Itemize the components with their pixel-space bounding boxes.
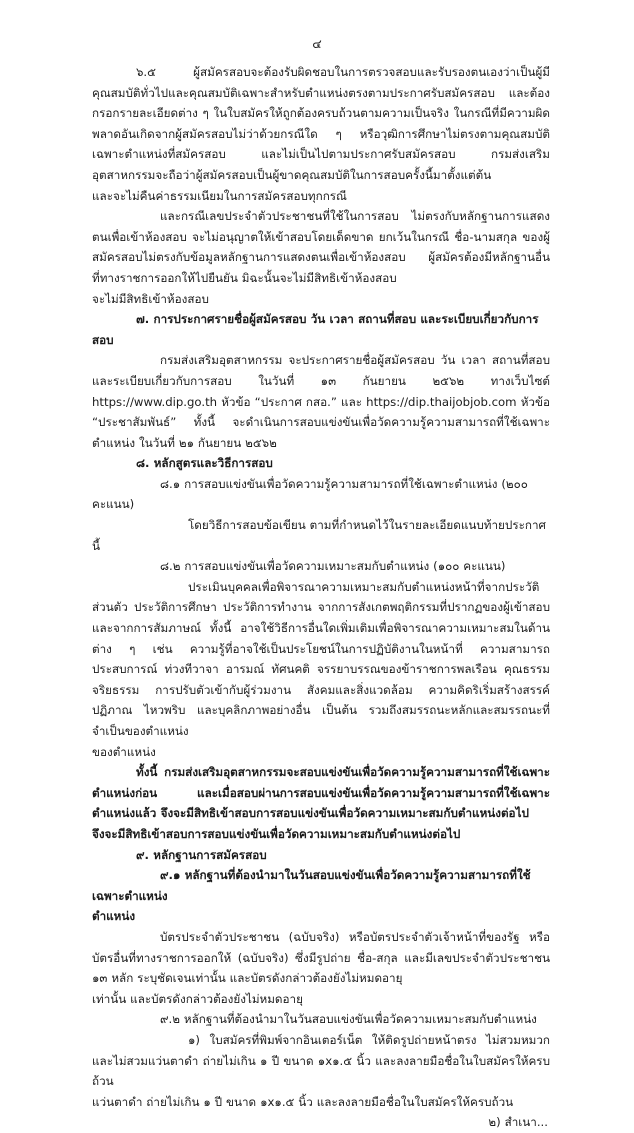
paragraph-clause-6-5: ๖.๕ ผู้สมัครสอบจะต้องรับผิดชอบในการตรวจสอบและรับรองตนเองว่าเป็นผู้มีคุณสมบัติทั่วไปและคุณสมบัติเฉพาะสำหรับตำแหน่งตรงตามประกาศรับสมัครสอบ และต้องกรอกรายละเอียดต่าง ๆ ในใบสมัครให้ถูกต้องครบถ้วนตามความเป็นจริง ในกรณีที่มีความผิดพลาดอันเกิดจากผู้สมัครสอบไม่ว่าด้วยกรณีใด ๆ หรือวุฒิการศึกษาไม่ตรงตามคุณสมบัติเฉพาะตำแหน่งที่สมัครสอบ และไม่เป็นไปตามประกาศรับสมัครสอบ กรมส่งเสริมอุตสาหกรรมจะถือว่าผู้สมัครสอบเป็นผู้ขาดคุณสมบัติในการสอบครั้งนี้มาตั้งแต่ต้น [92, 65, 550, 182]
paragraph-clause-6-5-extra-tail: จะไม่มีสิทธิเข้าห้องสอบ [92, 291, 209, 306]
paragraph-clause-6-5-tail: และจะไม่คืนค่าธรรมเนียมในการสมัครสอบทุกกรณี [92, 188, 347, 203]
paragraph-section-7-body: กรมส่งเสริมอุตสาหกรรม จะประกาศรายชื่อผู้สมัครสอบ วัน เวลา สถานที่สอบ และระเบียบเกี่ยวกับการสอบ ในวันที่ ๑๓ กันยายน ๒๕๖๒ ทางเว็บไซต์ https://www.dip.go.th หัวข้อ “ประกาศ กสอ.” และ https://dip.thaijobjob.com หัวข้อ “ประชาสัมพันธ์” ทั้งนี้ จะดำเนินการสอบแข่งขันเพื่อวัดความรู้ความสามารถที่ใช้เฉพาะตำแหน่ง ในวันที่ ๒๑ กันยายน ๒๕๖๒ [92, 353, 550, 450]
section-8-heading: ๘. หลักสูตรและวิธีการสอบ [136, 456, 273, 471]
clause-8-2-detail: ประเมินบุคคลเพื่อพิจารณาความเหมาะสมกับตำแหน่งหน้าที่จากประวัติส่วนตัว ประวัติการศึกษา ประวัติการทำงาน จากการสังเกตพฤติกรรมที่ปรากฏของผู้เข้าสอบและจากการสัมภาษณ์ ทั้งนี้ อาจใช้วิธีการอื่นใดเพิ่มเติมเพื่อพิจารณาความเหมาะสมในด้านต่าง ๆ เช่น ความรู้ที่อาจใช้เป็นประโยชน์ในการปฏิบัติงานในหน้าที่ ความสามารถ ประสบการณ์ ท่วงทีวาจา อารมณ์ ทัศนคติ จรรยาบรรณของข้าราชการพลเรือน คุณธรรม จริยธรรม การปรับตัวเข้ากับผู้ร่วมงาน สังคมและสิ่งแวดล้อม ความคิดริเริ่มสร้างสรรค์ ปฏิภาณ ไหวพริบ และบุคลิกภาพอย่างอื่น เป็นต้น รวมถึงสมรรถนะหลักและสมรรถนะที่จำเป็นของตำแหน่ง [92, 579, 550, 738]
clause-9-1-detail-tail: เท่านั้น และบัตรดังกล่าวต้องยังไม่หมดอายุ [92, 991, 303, 1006]
clause-9-2: ๙.๒ หลักฐานที่ต้องนำมาในวันสอบแข่งขันเพื่อวัดความเหมาะสมกับตำแหน่ง [160, 1012, 537, 1027]
clause-8-2: ๘.๒ การสอบแข่งขันเพื่อวัดความเหมาะสมกับตำแหน่ง (๑๐๐ คะแนน) [160, 559, 506, 574]
document-body [92, 62, 550, 1133]
section-7-heading: ๗. การประกาศรายชื่อผู้สมัครสอบ วัน เวลา สถานที่สอบ และระเบียบเกี่ยวกับการสอบ [92, 312, 539, 347]
paragraph-clause-6-5-extra: และกรณีเลขประจำตัวประชาชนที่ใช้ในการสอบ ไม่ตรงกับหลักฐานการแสดงตนเพื่อเข้าห้องสอบ จะไม่อนุญาตให้เข้าสอบโดยเด็ดขาด ยกเว้นในกรณี ชื่อ-นามสกุล ของผู้สมัครสอบไม่ตรงกับข้อมูลหลักฐานการแสดงตนเพื่อเข้าห้องสอบ ผู้สมัครต้องมีหลักฐานอื่นที่ทางราชการออกให้ไปยืนยัน มิฉะนั้นจะไม่มีสิทธิเข้าห้องสอบ [92, 209, 550, 285]
section-8-note-tail: จึงจะมีสิทธิเข้าสอบการสอบแข่งขันเพื่อวัดความเหมาะสมกับตำแหน่งต่อไป [92, 826, 461, 841]
section-8-note: ทั้งนี้ กรมส่งเสริมอุตสาหกรรมจะสอบแข่งขันเพื่อวัดความรู้ความสามารถที่ใช้เฉพาะตำแหน่งก่อน และเมื่อสอบผ่านการสอบแข่งขันเพื่อวัดความรู้ความสามารถที่ใช้เฉพาะตำแหน่งแล้ว จึงจะมีสิทธิเข้าสอบการสอบแข่งขันเพื่อวัดความเหมาะสมกับตำแหน่งต่อไป [92, 765, 550, 821]
section-9-heading: ๙. หลักฐานการสมัครสอบ [136, 847, 267, 862]
clause-9-1-tail: ตำแหน่ง [92, 909, 136, 924]
clause-8-1: ๘.๑ การสอบแข่งขันเพื่อวัดความรู้ความสามารถที่ใช้เฉพาะตำแหน่ง (๒๐๐ คะแนน) [92, 476, 528, 512]
page-number: ๔ [312, 36, 322, 51]
clause-9-2-item-1: ๑) ใบสมัครที่พิมพ์จากอินเตอร์เน็ต ให้ติดรูปถ่ายหน้าตรง ไม่สวมหมวก และไม่สวมแว่นตาดำ ถ่ายไม่เกิน ๑ ปี ขนาด ๑x๑.๕ นิ้ว และลงลายมือชื่อในใบสมัครให้ครบถ้วน [92, 1032, 550, 1089]
clause-9-1-detail: บัตรประจำตัวประชาชน (ฉบับจริง) หรือบัตรประจำตัวเจ้าหน้าที่ของรัฐ หรือบัตรอื่นที่ทางราชการออกให้ (ฉบับจริง) ซึ่งมีรูปถ่าย ชื่อ-สกุล และมีเลขประจำตัวประชาชน ๑๓ หลัก ระบุชัดเจนเท่านั้น และบัตรดังกล่าวต้องยังไม่หมดอายุ [92, 929, 550, 986]
clause-8-2-detail-tail: ของตำแหน่ง [92, 744, 156, 759]
clause-8-1-detail: โดยวิธีการสอบข้อเขียน ตามที่กำหนดไว้ในรายละเอียดแนบท้ายประกาศนี้ [92, 518, 546, 553]
continuation-marker: ๒) สำเนา... [488, 1115, 548, 1130]
clause-9-2-item-1-tail: แว่นตาดำ ถ่ายไม่เกิน ๑ ปี ขนาด ๑x๑.๕ นิ้ว และลงลายมือชื่อในใบสมัครให้ครบถ้วน [92, 1094, 514, 1109]
clause-9-1: ๙.๑ หลักฐานที่ต้องนำมาในวันสอบแข่งขันเพื่อวัดความรู้ความสามารถที่ใช้เฉพาะตำแหน่ง [92, 868, 531, 903]
